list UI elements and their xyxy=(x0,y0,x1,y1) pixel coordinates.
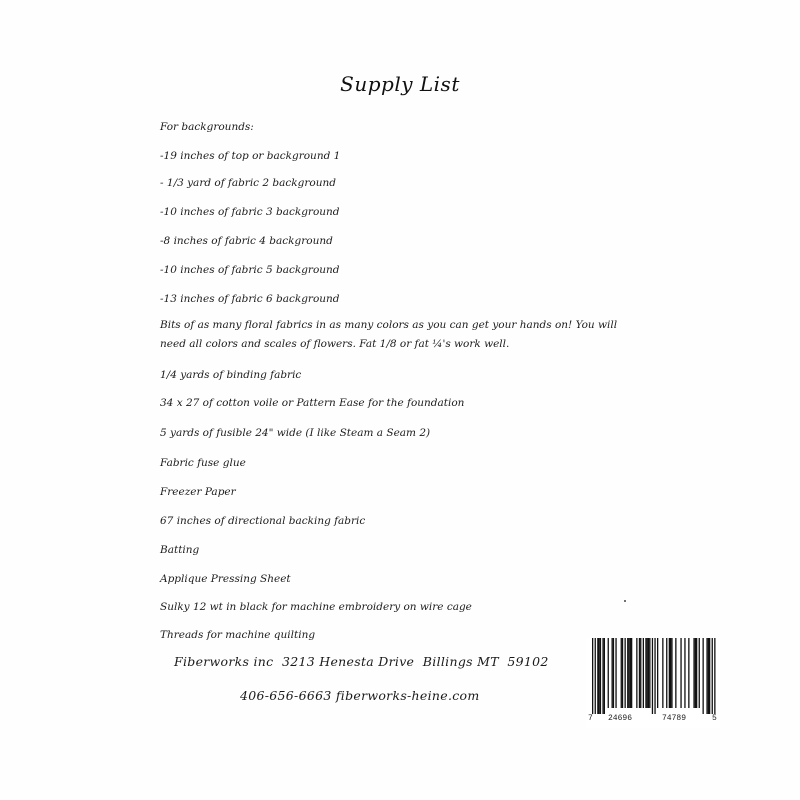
barcode-bar xyxy=(695,638,696,708)
list-item: 34 x 27 of cotton voile or Pattern Ease for the foundation xyxy=(160,397,465,409)
barcode-bar xyxy=(662,638,663,708)
barcode-bar xyxy=(595,638,596,714)
list-item: Threads for machine quilting xyxy=(160,629,316,641)
list-item: 1/4 yards of binding fabric xyxy=(160,369,302,381)
barcode-bar xyxy=(600,638,601,714)
barcode-bar xyxy=(604,638,605,714)
barcode-bar xyxy=(625,638,626,708)
barcode-bar xyxy=(669,638,670,708)
barcode-bar xyxy=(688,638,689,708)
barcode-bar xyxy=(654,638,655,714)
barcode-check-digit: 5 xyxy=(712,714,717,723)
footer-contact: 406-656-6663 fiberworks-heine.com xyxy=(240,688,480,703)
scan-speck xyxy=(624,600,626,602)
barcode-bar xyxy=(628,638,629,708)
list-item: Applique Pressing Sheet xyxy=(160,573,291,585)
barcode-bar xyxy=(608,638,609,708)
footer-address: Fiberworks inc 3213 Henesta Drive Billings MT 59102 xyxy=(174,654,549,669)
barcode-bar xyxy=(652,638,653,714)
barcode-bar xyxy=(680,638,681,708)
barcode-bar xyxy=(671,638,672,708)
barcode-bar xyxy=(648,638,649,708)
barcode-bar xyxy=(706,638,707,714)
barcode-bar xyxy=(670,638,671,708)
barcode-bar xyxy=(657,638,658,708)
barcode-bar xyxy=(597,638,598,714)
barcode-number-system: 7 xyxy=(588,714,593,723)
barcode-bar xyxy=(612,638,613,708)
barcode-bar xyxy=(640,638,641,708)
list-item: For backgrounds: xyxy=(160,121,254,133)
list-item: -10 inches of fabric 5 background xyxy=(160,264,340,276)
list-item: -13 inches of fabric 6 background xyxy=(160,293,340,305)
list-item: 5 yards of fusible 24" wide (I like Steam a Seam 2) xyxy=(160,427,431,439)
list-item: -10 inches of fabric 3 background xyxy=(160,206,340,218)
barcode-bar xyxy=(631,638,632,708)
barcode-bar xyxy=(649,638,650,708)
barcode-left-digits: 24696 xyxy=(608,714,633,723)
barcode-bar xyxy=(599,638,600,714)
barcode-bar xyxy=(693,638,694,708)
barcode-bar xyxy=(696,638,697,708)
list-item: Batting xyxy=(160,544,200,556)
barcode-bar xyxy=(639,638,640,708)
barcode-bar xyxy=(703,638,704,714)
list-item: Freezer Paper xyxy=(160,486,236,498)
barcode-bar xyxy=(621,638,622,708)
barcode-bar xyxy=(630,638,631,708)
barcode-bar xyxy=(699,638,700,708)
barcode-bar xyxy=(622,638,623,708)
page-title: Supply List xyxy=(340,72,460,96)
barcode-bar xyxy=(645,638,646,708)
barcode-right-digits: 74789 xyxy=(662,714,687,723)
list-item: 67 inches of directional backing fabric xyxy=(160,515,366,527)
list-item: -8 inches of fabric 4 background xyxy=(160,235,333,247)
list-item: Bits of as many floral fabrics in as many colors as you can get your hands on! You will need all colors and scales of flowers. Fat 1/8 or fat ¼'s work well. xyxy=(160,319,618,350)
barcode-bar xyxy=(666,638,667,708)
barcode-bar xyxy=(613,638,614,708)
barcode-bars xyxy=(586,638,720,714)
barcode-bar xyxy=(675,638,676,708)
barcode-bar xyxy=(602,638,603,714)
barcode-bar xyxy=(714,638,715,714)
barcode-bar xyxy=(709,638,710,714)
barcode-bar xyxy=(627,638,628,708)
barcode xyxy=(586,638,720,728)
barcode-bar xyxy=(615,638,616,708)
barcode-bar xyxy=(708,638,709,714)
barcode-bar xyxy=(636,638,637,708)
list-item: - 1/3 yard of fabric 2 background xyxy=(160,177,336,189)
barcode-bar xyxy=(643,638,644,708)
barcode-bar xyxy=(684,638,685,708)
list-item: Sulky 12 wt in black for machine embroidery on wire cage xyxy=(160,601,472,613)
barcode-bar xyxy=(712,638,713,714)
barcode-bar xyxy=(592,638,593,714)
list-item: Fabric fuse glue xyxy=(160,457,246,469)
list-item: -19 inches of top or background 1 xyxy=(160,150,341,162)
barcode-bar xyxy=(647,638,648,708)
